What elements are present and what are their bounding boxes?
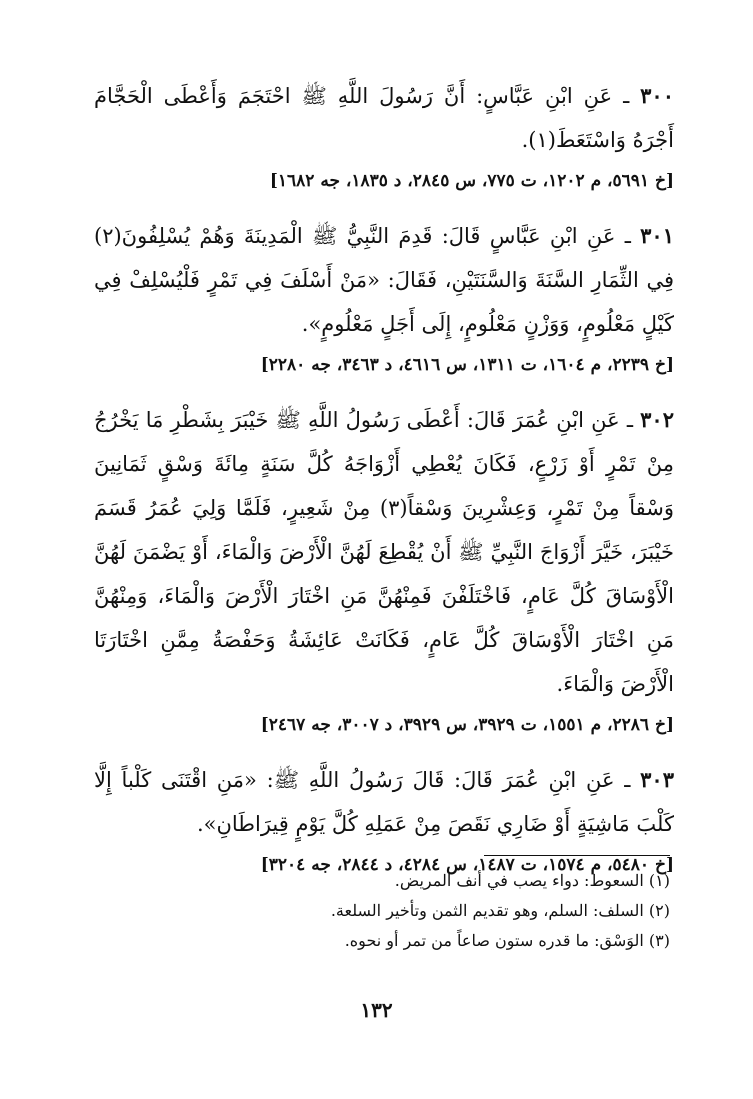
hadith-references: [خ ٥٤٨٠، م ١٥٧٤، ت ١٤٨٧، س ٤٢٨٤، د ٢٨٤٤، جه ٣٢٠٤]	[260, 855, 674, 875]
footnote-3: (٣) الوَسْق: ما قدره ستون صاعاً من تمر أو نحوه.	[344, 931, 670, 950]
hadith-text	[94, 214, 674, 346]
hadith-301	[94, 214, 674, 380]
dash: ـ	[624, 224, 631, 248]
footnote-divider	[484, 855, 670, 856]
hadith-body: عَنِ ابْنِ عَبَّاسٍ: أَنَّ رَسُولَ اللَّهِ ﷺ احْتَجَمَ وَأَعْطَى الْحَجَّامَ أَجْرَهُ وَاسْتَعَطَ(١).	[94, 84, 674, 152]
dash: ـ	[626, 408, 633, 432]
hadith-references: [خ ٢٢٣٩، م ١٦٠٤، ت ١٣١١، س ٤٦١٦، د ٣٤٦٣، جه ٢٢٨٠]	[260, 355, 674, 375]
footnotes	[150, 866, 670, 956]
footnote-1: (١) السعوط: دواء يصب في أنف المريض.	[394, 871, 670, 890]
hadith-text	[94, 758, 674, 846]
hadith-text	[94, 74, 674, 162]
hadith-number: ٣٠٠	[640, 83, 674, 108]
hadith-body: عَنِ ابْنِ عُمَرَ قَالَ: أَعْطَى رَسُولُ اللَّهِ ﷺ خَيْبَرَ بِشَطْرِ مَا يَخْرُجُ مِنْ تَمْرٍ أَوْ زَرْعٍ، فَكَانَ يُعْطِي أَزْوَاجَهُ كُلَّ سَنَةٍ مِائَةَ وَسْقٍ ثَمَانِينَ وَسْقاً مِنْ تَمْرٍ، وَعِشْرِينَ وَسْقاً(٣) مِنْ شَعِيرٍ، فَلَمَّا وَلِيَ عُمَرُ قَسَمَ خَيْبَرَ، خَيَّرَ أَزْوَاجَ النَّبِيِّ ﷺ أَنْ يُقْطِعَ لَهُنَّ الْأَرْضَ وَالْمَاءَ، أَوْ يَضْمَنَ لَهُنَّ الْأَوْسَاقَ كُلَّ عَامٍ، فَاخْتَلَفْنَ فَمِنْهُنَّ مَنِ اخْتَارَ الْأَرْضَ وَالْمَاءَ، وَمِنْهُنَّ مَنِ اخْتَارَ الْأَوْسَاقَ كُلَّ عَامٍ، فَكَانَتْ عَائِشَةُ وَحَفْصَةُ مِمَّنِ اخْتَارَتَا الْأَرْضَ وَالْمَاءَ.	[94, 408, 674, 696]
hadith-body: عَنِ ابْنِ عَبَّاسٍ قَالَ: قَدِمَ النَّبِيُّ ﷺ الْمَدِينَةَ وَهُمْ يُسْلِفُونَ(٢) فِي الثِّمَارِ السَّنَةَ وَالسَّنَتَيْنِ، فَقَالَ: «مَنْ أَسْلَفَ فِي تَمْرٍ فَلْيُسْلِفْ فِي كَيْلٍ مَعْلُومٍ، وَوَزْنٍ مَعْلُومٍ، إِلَى أَجَلٍ مَعْلُومٍ».	[94, 224, 674, 336]
hadith-number: ٣٠٣	[640, 767, 674, 792]
hadith-300	[94, 74, 674, 196]
main-text	[94, 74, 674, 898]
dash: ـ	[624, 768, 631, 792]
hadith-references: [خ ٥٦٩١، م ١٢٠٢، ت ٧٧٥، س ٢٨٤٥، د ١٨٣٥، جه ١٦٨٢]	[269, 171, 674, 191]
hadith-number: ٣٠٢	[640, 407, 674, 432]
hadith-302	[94, 398, 674, 740]
hadith-303	[94, 758, 674, 880]
hadith-body: عَنِ ابْنِ عُمَرَ قَالَ: قَالَ رَسُولُ اللَّهِ ﷺ: «مَنِ اقْتَنَى كَلْباً إِلَّا كَلْبَ مَاشِيَةٍ أَوْ ضَارِي نَقَصَ مِنْ عَمَلِهِ كُلَّ يَوْمٍ قِيرَاطَانِ».	[94, 768, 674, 836]
hadith-number: ٣٠١	[640, 223, 674, 248]
footnote-2: (٢) السلف: السلم، وهو تقديم الثمن وتأخير السلعة.	[330, 901, 670, 920]
page-number: ١٣٢	[360, 998, 393, 1022]
hadith-text	[94, 398, 674, 706]
dash: ـ	[623, 84, 630, 108]
hadith-references: [خ ٢٢٨٦، م ١٥٥١، ت ٣٩٢٩، س ٣٩٢٩، د ٣٠٠٧، جه ٢٤٦٧]	[260, 715, 674, 735]
